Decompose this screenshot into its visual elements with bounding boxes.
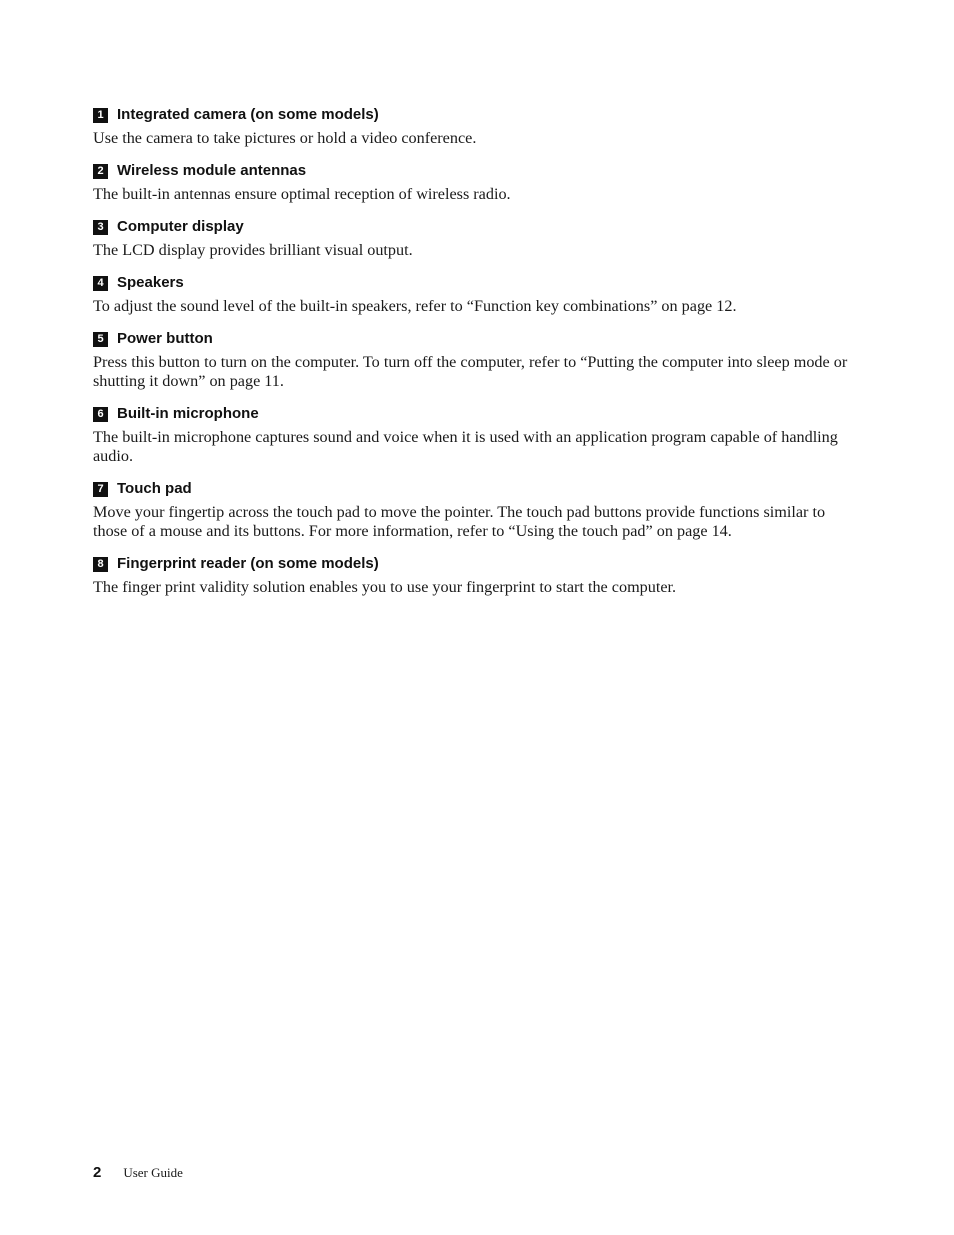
section-description: The finger print validity solution enables you to use your fingerprint to start the computer. (93, 578, 677, 596)
callout-number-badge: 6 (93, 407, 108, 422)
callout-number-badge: 3 (93, 220, 108, 235)
section-title: Fingerprint reader (on some models) (117, 555, 379, 572)
callout-number-badge: 1 (93, 108, 108, 123)
section-integrated-camera (93, 104, 853, 148)
callout-number-badge: 4 (93, 276, 108, 291)
document-body (93, 104, 853, 597)
section-title: Built-in microphone (117, 405, 259, 422)
section-title: Wireless module antennas (117, 162, 307, 179)
section-description: To adjust the sound level of the built-in speakers, refer to “Function key combinations” on page 12. (93, 297, 737, 315)
section-fingerprint-reader (93, 553, 853, 597)
section-built-in-microphone (93, 403, 853, 466)
section-description: Press this button to turn on the computer. To turn off the computer, refer to “Putting the computer into sleep mode or shutting it down” on page 11. (93, 353, 848, 390)
page-number: 2 (93, 1164, 102, 1181)
callout-number-badge: 7 (93, 482, 108, 497)
section-heading (93, 403, 853, 425)
section-title: Power button (117, 330, 213, 347)
section-heading (93, 104, 853, 126)
section-heading (93, 553, 853, 575)
section-title: Speakers (117, 274, 184, 291)
section-wireless-antennas (93, 160, 853, 204)
section-power-button (93, 328, 853, 391)
footer-label: User Guide (123, 1165, 183, 1180)
section-title: Integrated camera (on some models) (117, 106, 379, 123)
section-computer-display (93, 216, 853, 260)
section-description: The LCD display provides brilliant visual output. (93, 241, 413, 259)
section-touch-pad (93, 478, 853, 541)
section-title: Touch pad (117, 480, 192, 497)
section-title: Computer display (117, 218, 244, 235)
section-heading (93, 272, 853, 294)
section-heading (93, 216, 853, 238)
section-description: Move your fingertip across the touch pad to move the pointer. The touch pad buttons provide functions similar to those of a mouse and its buttons. For more information, refer to “Using the touch pad” on page 14. (93, 503, 826, 540)
section-heading (93, 160, 853, 182)
page-footer (93, 1164, 183, 1181)
callout-number-badge: 2 (93, 164, 108, 179)
section-heading (93, 328, 853, 350)
section-heading (93, 478, 853, 500)
callout-number-badge: 5 (93, 332, 108, 347)
section-description: The built-in antennas ensure optimal reception of wireless radio. (93, 185, 511, 203)
section-description: Use the camera to take pictures or hold a video conference. (93, 129, 477, 147)
section-description: The built-in microphone captures sound and voice when it is used with an application program capable of handling audio. (93, 428, 838, 465)
callout-number-badge: 8 (93, 557, 108, 572)
section-speakers (93, 272, 853, 316)
